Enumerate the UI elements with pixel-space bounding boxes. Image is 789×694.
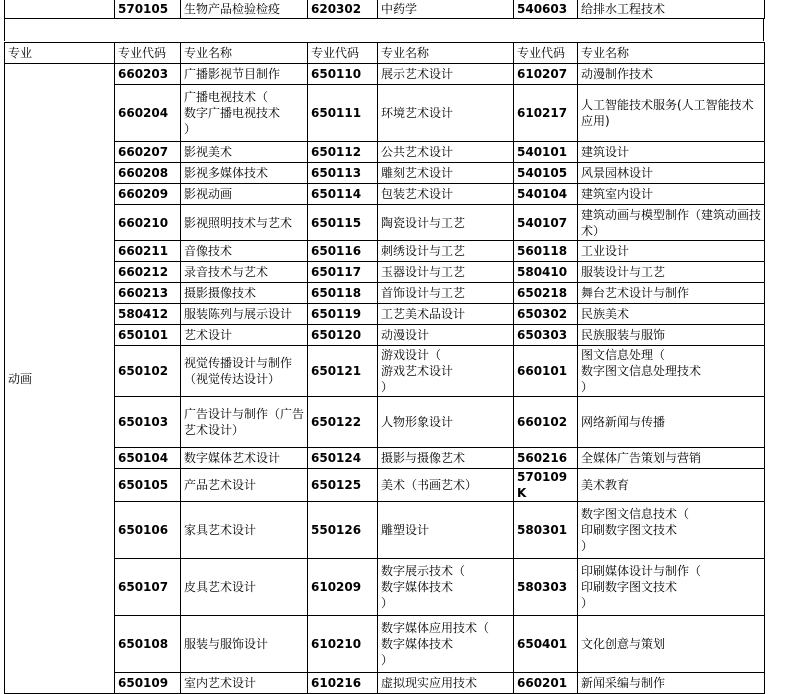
major-name: 网络新闻与传播 [578,397,765,448]
major-code: 650107 [115,559,181,616]
table-row [5,304,765,325]
major-name: 生物产品检验检疫 [181,0,308,19]
major-name: 广告设计与制作（广告艺术设计） [181,397,308,448]
major-name: 美术（书画艺术） [378,469,514,502]
table-row [5,397,765,448]
major-code: 540104 [514,184,578,205]
major-code: 610207 [514,64,578,85]
major-code: 660210 [115,205,181,241]
major-name: 给排水工程技术 [578,0,765,19]
major-name: 陶瓷设计与工艺 [378,205,514,241]
major-name: 全媒体广告策划与营销 [578,448,765,469]
major-code: 650401 [514,616,578,673]
major-name: 数字媒体应用技术（ 数字媒体技术 ） [378,616,514,673]
major-name: 雕塑设计 [378,502,514,559]
major-name: 艺术设计 [181,325,308,346]
major-code: 610209 [308,559,378,616]
major-name: 影视照明技术与艺术 [181,205,308,241]
major-name: 图文信息处理（ 数字图文信息处理技术 ） [578,346,765,397]
major-name: 人工智能技术服务(人工智能技术应用) [578,85,765,142]
major-code: 660211 [115,241,181,262]
major-name: 展示艺术设计 [378,64,514,85]
major-code: 650101 [115,325,181,346]
major-name: 建筑设计 [578,142,765,163]
table-row [5,448,765,469]
major-name: 印刷媒体设计与制作（ 印刷数字图文技术 ） [578,559,765,616]
major-name: 产品艺术设计 [181,469,308,502]
table-row [5,64,765,85]
major-code: 650109 [115,673,181,694]
blank-separator [4,19,764,41]
major-code: 580412 [115,304,181,325]
major-code: 650218 [514,283,578,304]
table-row [5,673,765,694]
major-code: 660204 [115,85,181,142]
major-name: 建筑室内设计 [578,184,765,205]
header-major: 专业 [5,43,115,64]
major-name: 游戏设计（ 游戏艺术设计 ） [378,346,514,397]
major-name: 包装艺术设计 [378,184,514,205]
major-name: 首饰设计与工艺 [378,283,514,304]
major-code: 540105 [514,163,578,184]
major-code: 610210 [308,616,378,673]
major-name: 公共艺术设计 [378,142,514,163]
major-code: 660101 [514,346,578,397]
major-name: 皮具艺术设计 [181,559,308,616]
major-name: 数字媒体艺术设计 [181,448,308,469]
major-code: 650117 [308,262,378,283]
major-name: 刺绣设计与工艺 [378,241,514,262]
major-code: 650114 [308,184,378,205]
major-code: 650125 [308,469,378,502]
major-code: 650103 [115,397,181,448]
table-row [5,205,765,241]
major-name: 人物形象设计 [378,397,514,448]
major-name: 建筑动画与模型制作（建筑动画技术） [578,205,765,241]
major-name: 影视美术 [181,142,308,163]
table-row [5,142,765,163]
major-code: 540603 [514,0,578,19]
major-name: 摄影与摄像艺术 [378,448,514,469]
major-name: 录音技术与艺术 [181,262,308,283]
major-code: 660207 [115,142,181,163]
major-code: 650124 [308,448,378,469]
major-name: 舞台艺术设计与制作 [578,283,765,304]
major-name: 服装与服饰设计 [181,616,308,673]
major-code: 650113 [308,163,378,184]
major-name: 工艺美术品设计 [378,304,514,325]
major-name: 虚拟现实应用技术 [378,673,514,694]
major-name: 影视多媒体技术 [181,163,308,184]
major-name: 服装设计与工艺 [578,262,765,283]
major-name: 民族美术 [578,304,765,325]
major-code: 660213 [115,283,181,304]
major-name: 家具艺术设计 [181,502,308,559]
header-row [5,43,765,64]
major-code: 650110 [308,64,378,85]
major-code: 660209 [115,184,181,205]
major-code: 650303 [514,325,578,346]
table-row [5,559,765,616]
major-code: 660203 [115,64,181,85]
major-code: 580410 [514,262,578,283]
table-row [5,616,765,673]
major-code: 550126 [308,502,378,559]
table-row [5,502,765,559]
major-code: 540101 [514,142,578,163]
header-code: 专业代码 [514,43,578,64]
category-cell: 动画 [5,64,115,694]
major-name: 风景园林设计 [578,163,765,184]
major-code: 610217 [514,85,578,142]
major-code: 650115 [308,205,378,241]
header-name: 专业名称 [378,43,514,64]
major-name: 动漫设计 [378,325,514,346]
major-name: 数字图文信息技术（ 印刷数字图文技术 ） [578,502,765,559]
major-name: 雕刻艺术设计 [378,163,514,184]
table-row [5,184,765,205]
major-name: 新闻采编与制作 [578,673,765,694]
major-code: 650121 [308,346,378,397]
major-code: 650302 [514,304,578,325]
major-name: 数字展示技术（ 数字媒体技术 ） [378,559,514,616]
top-row [5,0,765,19]
major-name: 视觉传播设计与制作（视觉传达设计） [181,346,308,397]
major-code: 650120 [308,325,378,346]
major-code: 650105 [115,469,181,502]
major-name: 广播影视节目制作 [181,64,308,85]
table-row [5,85,765,142]
header-name: 专业名称 [578,43,765,64]
major-code: 650112 [308,142,378,163]
major-code: 560118 [514,241,578,262]
major-code: 650116 [308,241,378,262]
major-code: 650102 [115,346,181,397]
major-name: 工业设计 [578,241,765,262]
major-code: 580303 [514,559,578,616]
major-code: 660212 [115,262,181,283]
major-code: 570105 [115,0,181,19]
major-code: 540107 [514,205,578,241]
major-name: 中药学 [378,0,514,19]
major-code: 650108 [115,616,181,673]
major-name: 玉器设计与工艺 [378,262,514,283]
major-code: 650106 [115,502,181,559]
major-name: 服装陈列与展示设计 [181,304,308,325]
major-name: 民族服装与服饰 [578,325,765,346]
major-name: 文化创意与策划 [578,616,765,673]
header-name: 专业名称 [181,43,308,64]
major-code: 610216 [308,673,378,694]
major-name: 广播电视技术（ 数字广播电视技术 ） [181,85,308,142]
major-code: 660201 [514,673,578,694]
major-code: 580301 [514,502,578,559]
major-name: 音像技术 [181,241,308,262]
header-code: 专业代码 [115,43,181,64]
major-code: 650119 [308,304,378,325]
table-row [5,283,765,304]
table-row [5,262,765,283]
major-name: 摄影摄像技术 [181,283,308,304]
major-code: 650118 [308,283,378,304]
major-code: 650111 [308,85,378,142]
table-row [5,325,765,346]
major-code: 650104 [115,448,181,469]
major-code: 660208 [115,163,181,184]
major-name: 影视动画 [181,184,308,205]
major-code: 650122 [308,397,378,448]
table-row [5,241,765,262]
table-row [5,346,765,397]
major-code: 620302 [308,0,378,19]
major-name: 环境艺术设计 [378,85,514,142]
header-code: 专业代码 [308,43,378,64]
top-continuation-table [4,0,765,19]
major-name: 室内艺术设计 [181,673,308,694]
majors-table [4,42,765,694]
table-row [5,469,765,502]
major-name: 动漫制作技术 [578,64,765,85]
major-name: 美术教育 [578,469,765,502]
major-code: 570109K [514,469,578,502]
major-code: 560216 [514,448,578,469]
blank-cell [5,0,115,19]
major-code: 660102 [514,397,578,448]
table-row [5,163,765,184]
